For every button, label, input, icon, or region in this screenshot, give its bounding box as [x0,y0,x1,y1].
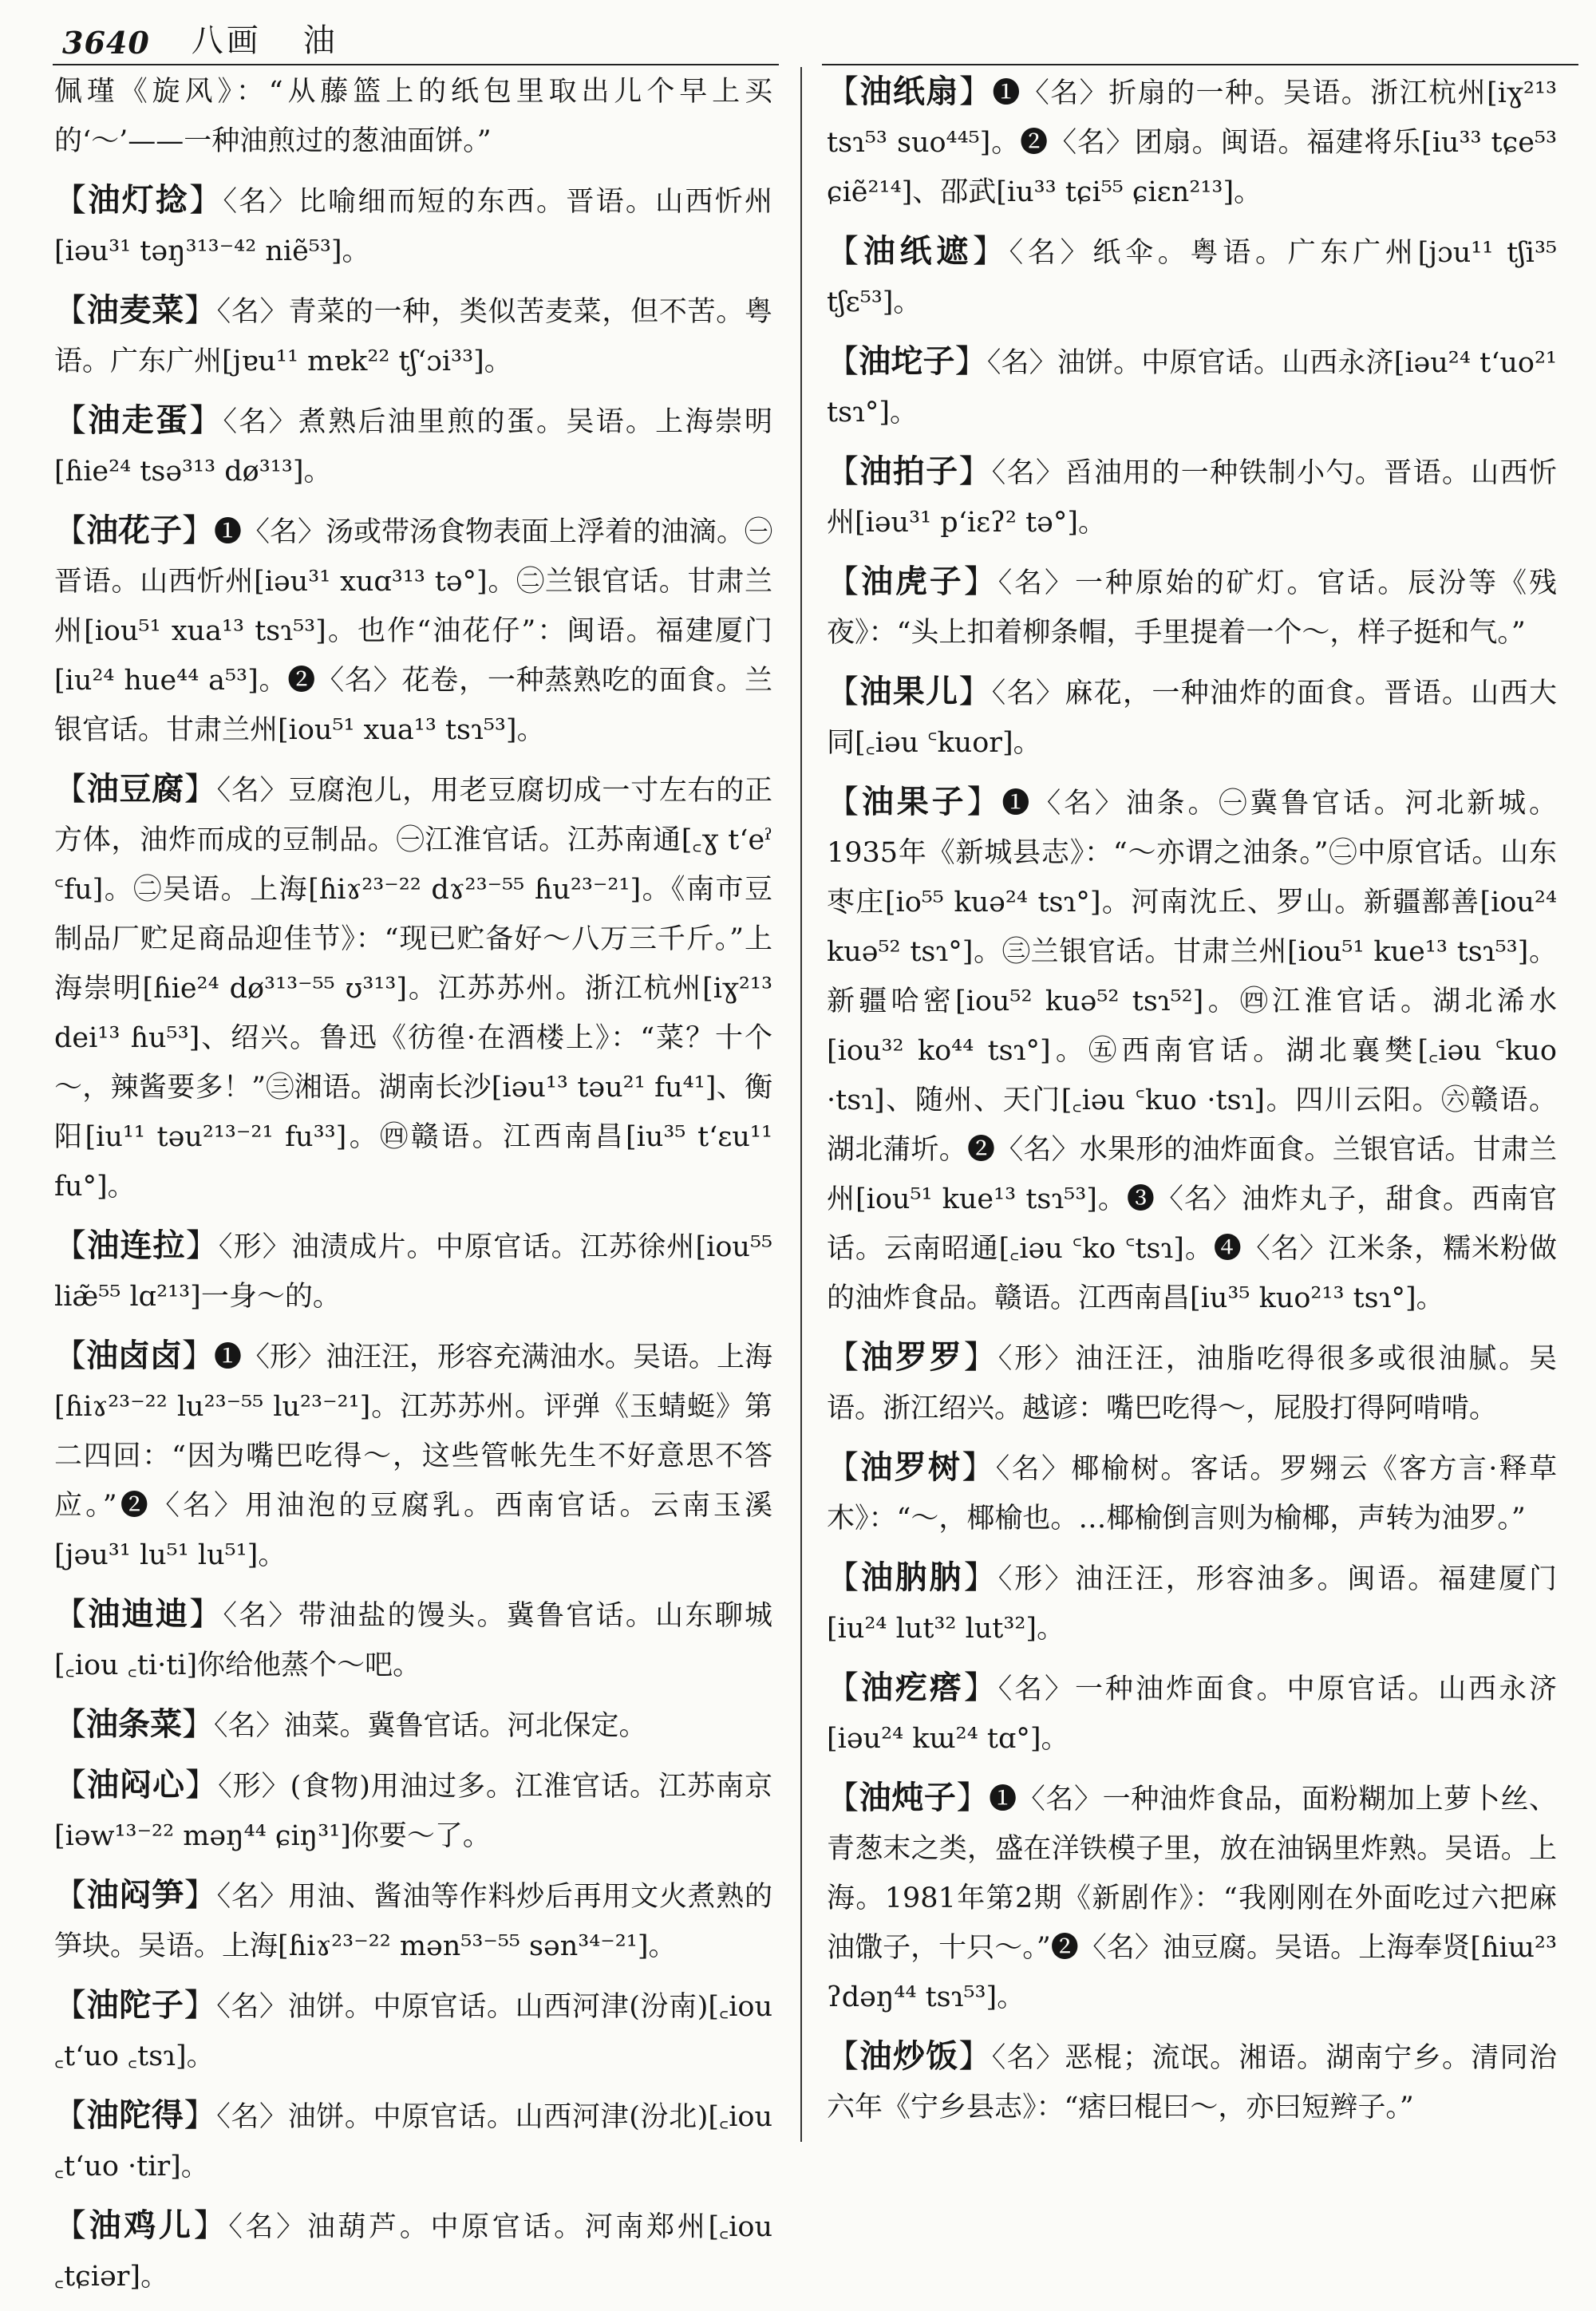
dictionary-entry [827,227,1557,327]
entry-headword: 【 油陀得 】 [54,2096,216,2134]
entry-definition: 〈名〉煮熟后油里煎的蛋。吴语。上海崇明[ɦie²⁴ tsə³¹³ dø³¹³]。 [54,406,773,488]
dictionary-entry [827,557,1557,658]
dictionary-entry [827,777,1557,1323]
entry-definition: ❶〈名〉一种油炸食品，面粉糊加上萝卜丝、青葱末之类，盛在洋铁模子里，放在油锅里炸熟。吴语。上海。1981年第2期《新剧作》：“我刚刚在外面吃过六把麻油馓子，十只～。”❷〈名〉油豆腐。吴语。上海奉贤[ɦiɯ²³ ʔdəŋ⁴⁴ tsɿ⁵³]。 [827,1784,1557,2013]
dictionary-entry [54,1871,772,1971]
dictionary-entry [827,667,1557,768]
dictionary-entry [54,1700,772,1751]
header-rule-left [53,64,779,65]
left-column [54,67,772,2311]
dictionary-entry [827,1553,1557,1653]
entry-definition: 〈形〉油汪汪，形容油多。闽语。福建厦门[iu²⁴ lut³² lut³²]。 [827,1563,1558,1645]
dictionary-entry [827,1773,1557,2022]
dictionary-entry [54,506,772,755]
entry-headword: 【 油条菜 】 [54,1705,214,1743]
dictionary-entry [827,1443,1557,1543]
dictionary-entry [54,2201,772,2301]
entry-definition: 〈名〉用油、酱油等作料炒后再用文火煮熟的笋块。吴语。上海[ɦiɤ²³⁻²² mən⁵³⁻⁵⁵ sən³⁴⁻²¹]。 [54,1881,772,1962]
entry-headword: 【 油罗罗 】 [827,1338,998,1376]
entry-headword: 【 油罗树 】 [827,1448,996,1486]
entry-definition: 〈名〉油饼。中原官话。山西河津(汾南)[꜀iou ꜀tʻuo ꜀tsɿ]。 [54,1991,773,2072]
dictionary-entry [54,1331,772,1580]
entry-headword: 【 油连拉 】 [54,1227,219,1264]
dictionary-entry [827,67,1557,217]
entry-definition: ❶〈形〉油汪汪，形容充满油水。吴语。上海[ɦiɤ²³⁻²² lu²³⁻⁵⁵ lu²³⁻²¹]。江苏苏州。评弹《玉蜻蜓》第二四回：“因为嘴巴吃得～，这些管帐先生不好意思不答应。”❷〈名〉用油泡的豆腐乳。西南官话。云南玉溪[jəu³¹ lu⁵¹ lu⁵¹]。 [54,1341,773,1571]
entry-headword: 【 油灯捻 】 [54,181,223,219]
page-header [62,11,1594,61]
entry-headword: 【 油鸡儿 】 [54,2206,228,2244]
entry-definition: 〈形〉油渍成片。中原官话。江苏徐州[iou⁵⁵ liæ̃⁵⁵ lɑ²¹³]一身～的。 [54,1231,773,1313]
entry-headword: 【 油闷心 】 [54,1766,218,1803]
entry-headword: 【 油卤卤 】 [54,1337,214,1374]
dictionary-entry [827,1333,1557,1433]
entry-definition: 〈名〉一种原始的矿灯。官话。辰汾等《残夜》：“头上扣着柳条帽，手里提着一个～，样子挺和气。” [827,567,1558,649]
dictionary-entry [827,1663,1557,1764]
dictionary-entry [54,1981,772,2081]
dictionary-entry [54,2091,772,2191]
dictionary-entry [54,1590,772,1690]
entry-definition: ❶〈名〉折扇的一种。吴语。浙江杭州[iɣ²¹³ tsɿ⁵³ suo⁴⁴⁵]。❷〈名〉团扇。闽语。福建将乐[iu³³ tɕe⁵³ ɕiẽ²¹⁴]、邵武[iu³³ tɕi⁵⁵ ɕiɛn²¹³]。 [827,77,1558,208]
entry-definition: 〈名〉带油盐的馒头。冀鲁官话。山东聊城[꜀iou ꜀ti·ti]你给他蒸个～吧。 [54,1600,773,1681]
dictionary-entry [54,396,772,496]
dictionary-entry [54,286,772,386]
entry-definition: 〈名〉椰榆树。客话。罗翙云《客方言·释草木》：“～，椰榆也。…椰榆倒言则为榆椰，声转为油罗。” [827,1453,1558,1535]
dictionary-entry [54,1760,772,1861]
entry-headword: 【 油闷笋 】 [54,1876,217,1914]
entry-headword: 【 油肭肭 】 [827,1558,998,1596]
entry-headword: 【 油虎子 】 [827,563,998,600]
entry-definition: ❶〈名〉油条。㊀冀鲁官话。河北新城。1935年《新城县志》：“～亦谓之油条。”㊁中原官话。山东枣庄[io⁵⁵ kuə²⁴ tsɿ°]。河南沈丘、罗山。新疆鄯善[iou²⁴ kuə⁵² tsɿ°]。㊂兰银官话。甘肃兰州[iou⁵¹ kue¹³ tsɿ⁵³]。新疆哈密[iou⁵² kuə⁵² tsɿ⁵²]。㊃江淮官话。湖北浠水[iou³² ko⁴⁴ tsɿ°]。㊄西南官话。湖北襄樊[꜀iəu ꜂kuo ·tsɿ]、随州、天门[꜀iəu ꜂kuo ·tsɿ]。四川云阳。㊅赣语。湖北蒲圻。❷〈名〉水果形的油炸面食。兰银官话。甘肃兰州[iou⁵¹ kue¹³ tsɿ⁵³]。❸〈名〉油炸丸子，甜食。西南官话。云南昭通[꜀iəu ꜂ko ꜂tsɿ]。❹〈名〉江米条，糯米粉做的油炸食品。赣语。江西南昌[iu³⁵ kuo²¹³ tsɿ°]。 [827,788,1558,1314]
dictionary-entry [54,176,772,276]
dictionary-entry [54,764,772,1211]
entry-definition: 〈名〉比喻细而短的东西。晋语。山西忻州[iəu³¹ təŋ³¹³⁻⁴² niẽ⁵³]。 [54,186,773,267]
entry-headword: 【 油炖子 】 [827,1779,989,1816]
entry-headword: 【 油炒饭 】 [827,2037,992,2075]
column-divider [800,67,802,2142]
entry-definition: 〈名〉纸伞。粤语。广东广州[jɔu¹¹ tʃi³⁵ tʃɛ⁵³]。 [827,237,1558,318]
entry-definition: 〈形〉(食物)用油过多。江淮官话。江苏南京[iəw¹³⁻²² məŋ⁴⁴ ɕiŋ³¹]你要～了。 [54,1771,773,1852]
entry-headword: 【 油坨子 】 [827,342,987,380]
right-column [827,67,1557,2142]
dictionary-entry [54,67,772,166]
entry-headword: 【 油走蛋 】 [54,401,223,439]
entry-headword: 【 油疙瘩 】 [827,1669,998,1706]
entry-definition: 〈名〉青菜的一种，类似苦麦菜，但不苦。粤语。广东广州[jɐu¹¹ mɐk²² tʃʻɔi³³]。 [54,296,772,377]
entry-definition: 〈名〉一种油炸面食。中原官话。山西永济[iəu²⁴ kɯ²⁴ tɑ°]。 [827,1673,1558,1755]
entry-definition: 〈名〉麻花，一种油炸的面食。晋语。山西大同[꜀iəu ꜂kuor]。 [827,677,1557,759]
entry-headword: 【 油麦菜 】 [54,291,217,329]
dictionary-entry [54,1221,772,1321]
header-rule-right [822,64,1578,65]
entry-headword: 【 油迪迪 】 [54,1595,223,1633]
entry-headword: 【 油拍子 】 [827,452,992,490]
entry-definition: ❶〈名〉汤或带汤食物表面上浮着的油滴。㊀晋语。山西忻州[iəu³¹ xuɑ³¹³ tə°]。㊁兰银官话。甘肃兰州[iou⁵¹ xua¹³ tsɿ⁵³]。也作“油花仔”：闽语。福建厦门[iu²⁴ hue⁴⁴ a⁵³]。❷〈名〉花卷，一种蒸熟吃的面食。兰银官话。甘肃兰州[iou⁵¹ xua¹³ tsɿ⁵³]。 [54,516,773,746]
entry-headword: 【 油纸扇 】 [827,73,992,110]
entry-definition: 〈名〉油饼。中原官话。山西永济[iəu²⁴ tʻuo²¹ tsɿ°]。 [827,347,1558,429]
entry-headword: 【 油纸遮 】 [827,232,1009,270]
dictionary-entry [827,447,1557,547]
entry-definition: 〈名〉恶棍；流氓。湘语。湖南宁乡。清同治六年《宁乡县志》：“痞曰棍曰～，亦曰短辫子。” [827,2042,1557,2123]
entry-definition: 〈名〉舀油用的一种铁制小勺。晋语。山西忻州[iəu³¹ pʻiɛʔ² tə°]。 [827,457,1557,539]
entry-headword: 【 油陀子 】 [54,1986,216,2024]
entry-definition: 佩瑾《旋风》：“从藤篮上的纸包里取出儿个早上买的‘～’——一种油煎过的葱油面饼。” [54,76,772,157]
entry-definition: 〈名〉油葫芦。中原官话。河南郑州[꜀iou ꜀tɕiər]。 [54,2211,773,2293]
entry-definition: 〈形〉油汪汪，油脂吃得很多或很油腻。吴语。浙江绍兴。越谚：嘴巴吃得～，屁股打得阿啃啃。 [827,1343,1558,1424]
dictionary-entry [827,2032,1557,2132]
entry-definition: 〈名〉油饼。中原官话。山西河津(汾北)[꜀iou ꜀tʻuo ·tir]。 [54,2101,773,2183]
entry-headword: 【 油豆腐 】 [54,770,217,808]
entry-headword: 【 油花子 】 [54,512,214,549]
radical-label: 油 [302,22,335,59]
entry-headword: 【 油果儿 】 [827,673,992,710]
dictionary-entry [827,337,1557,437]
section-title: 八画 [191,22,262,59]
page-number: 3640 [62,25,150,61]
entry-definition: 〈名〉油菜。冀鲁官话。河北保定。 [214,1710,647,1742]
entry-definition: 〈名〉豆腐泡儿，用老豆腐切成一寸左右的正方体，油炸而成的豆制品。㊀江淮官话。江苏南通[꜀ɣ tʻeˀ ꜂fu]。㊁吴语。上海[ɦiɤ²³⁻²² dɤ²³⁻⁵⁵ ɦu²³⁻²¹]。《南市豆制品厂贮足商品迎佳节》：“现已贮备好～八万三千斤。”上海崇明[ɦie²⁴ dø³¹³⁻⁵⁵ ʊ³¹³]。江苏苏州。浙江杭州[iɣ²¹³ dei¹³ ɦu⁵³]、绍兴。鲁迅《彷徨·在酒楼上》：“菜？十个～，辣酱要多！”㊂湘语。湖南长沙[iəu¹³ təu²¹ fu⁴¹]、衡阳[iu¹¹ təu²¹³⁻²¹ fu³³]。㊃赣语。江西南昌[iu³⁵ tʻɛu¹¹ fu°]。 [54,775,772,1203]
entry-headword: 【 油果子 】 [827,783,1001,820]
